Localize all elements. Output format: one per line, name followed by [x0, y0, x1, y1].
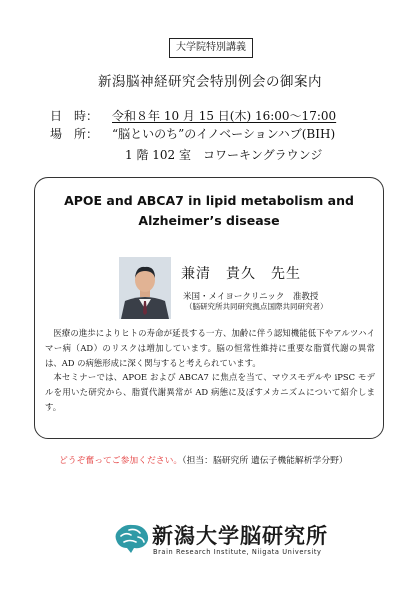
speaker-affiliation: 米国・メイヨークリニック 准教授: [183, 292, 319, 302]
talk-title-line1: APOE and ABCA7 in lipid metabolism and: [64, 193, 354, 208]
institute-name: 新潟大学脳研究所: [152, 524, 328, 548]
contact-text: （担当：脳研究所 遺伝子機能解析学分野）: [182, 456, 348, 466]
brain-logo-icon: [112, 522, 150, 556]
place-value: “脳といのち”のイノベーションハブ(BIH): [112, 127, 336, 141]
talk-title-line2: Alzheimer’s disease: [138, 213, 280, 228]
speaker-affiliation-note: （脳研究所共同研究拠点国際共同研究者）: [185, 302, 328, 311]
speaker-portrait: [119, 257, 171, 319]
abstract: [45, 326, 375, 415]
lecture-badge: 大学院特別講義: [169, 38, 253, 58]
abstract-paragraph: 医療の進歩によりヒトの寿命が延長する一方、加齢に伴う認知機能低下やアルツハイマー病（AD）のリスクは増加しています。脳の恒常性維持に重要な脂質代謝の異常は、AD の病態形成に深く関与すると考えられています。: [45, 328, 375, 368]
event-place: [50, 125, 335, 142]
speaker-name: 兼清 貴久 先生: [181, 266, 301, 282]
invitation-title: 新潟脳神経研究会特別例会の御案内: [98, 74, 322, 90]
date-label: 日 時：: [50, 109, 99, 123]
event-date: [50, 107, 336, 124]
event-room: 1 階 102 室 コワーキングラウンジ: [125, 148, 323, 162]
place-label: 場 所：: [50, 127, 99, 141]
footer-note: [59, 453, 348, 466]
date-value: 令和８年 10 月 15 日(木) 16:00～17:00: [112, 109, 337, 123]
talk-title: [35, 191, 383, 231]
talk-card: [34, 177, 384, 439]
institute-name-en: Brain Research Institute, Niigata University: [153, 548, 322, 556]
speaker-photo: [119, 257, 171, 319]
abstract-paragraph: 本セミナーでは、APOE および ABCA7 に焦点を当て、マウスモデルや iPSC モデルを用いた研究から、脂質代謝異常が AD 病態に及ぼすメカニズムについて紹介します。: [45, 372, 375, 412]
invite-text: どうぞ奮ってご参加ください。: [59, 456, 183, 466]
